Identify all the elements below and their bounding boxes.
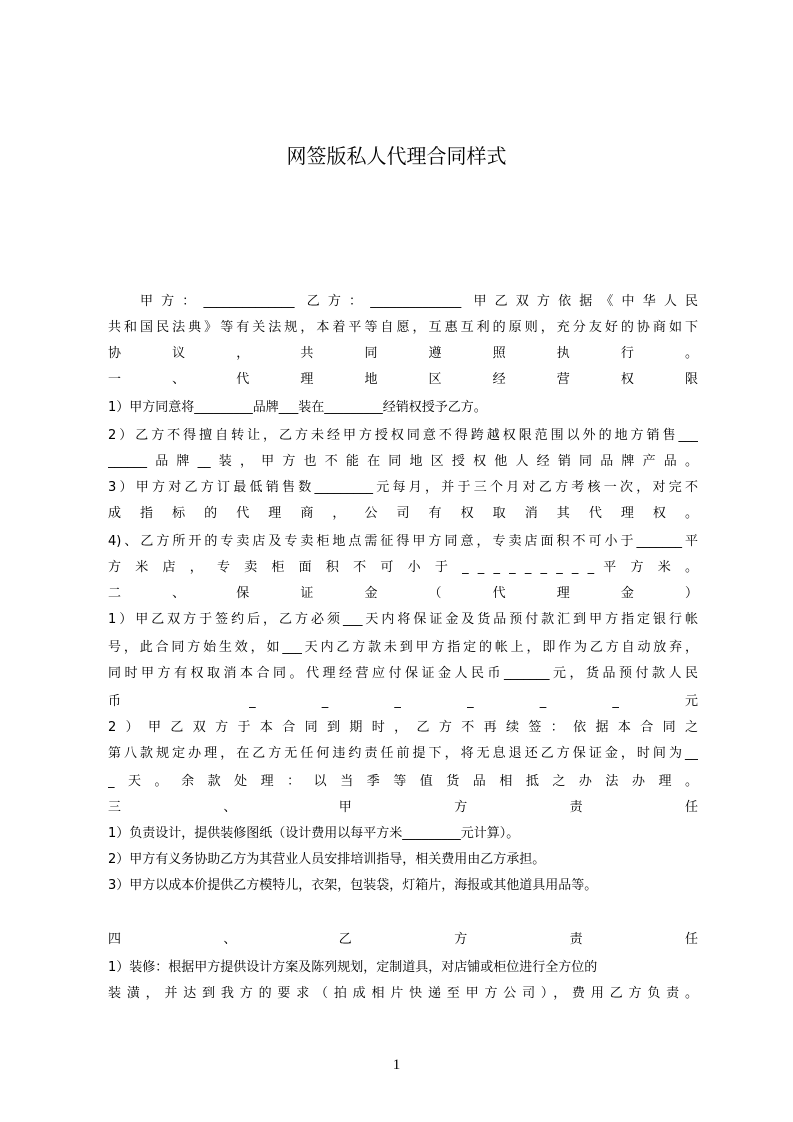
clause-line: 2）甲方有义务协助乙方为其营业人员安排培训指导，相关费用由乙方承担。 [108,852,546,867]
clause-line: _天。余款处理：以当季等值货品相抵之办法办理。 [108,774,698,789]
clause-line: 币 _ _ _ _ _ _ 元 [108,694,698,709]
clause-line: 装潢，并达到我方的要求（拍成相片快递至甲方公司），费用乙方负责。 [108,986,698,1001]
clause-line: 成 指 标 的 代 理 商 ， 公 司 有 权 取 消 其 代 理 权 。 [108,506,698,521]
page-number: 1 [392,1057,401,1073]
clause-line: 3）甲方对乙方订最低销售数_________元每月，并于三个月对乙方考核一次，对完不 [108,480,698,495]
clause-line: ______品牌__装，甲方也不能在同地区授权他人经销同品牌产品。 [108,454,698,469]
clause-line: 4)、乙方所开的专卖店及专卖柜地点需征得甲方同意，专卖店面积不可小于_______平 [108,534,698,549]
clause-line: 2）乙方不得擅自转让，乙方未经甲方授权同意不得跨越权限范围以外的地方销售___ [108,428,698,443]
section-heading-1: 一 、 代 理 地 区 经 营 权 限 [108,372,698,387]
clause-line: 第八款规定办理，在乙方无任何违约责任前提下，将无息退还乙方保证金，时间为__ [108,746,698,761]
section-heading-4: 四 、 乙 方 责 任 [108,932,698,947]
clause-line: 号，此合同方始生效，如___天内乙方款未到甲方指定的帐上，即作为乙方自动放弃， [108,640,698,655]
clause-line: 1）负责设计，提供装修图纸（设计费用以每平方米_________元计算）。 [108,826,520,841]
section-heading-3: 三 、 甲 方 责 任 [108,800,698,815]
clause-line: 1）装修：根据甲方提供设计方案及陈列规划，定制道具，对店铺或柜位进行全方位的 [108,960,598,975]
clause-line: 3）甲方以成本价提供乙方模特儿，衣架，包装袋，灯箱片，海报或其他道具用品等。 [108,878,598,893]
paragraph-line: 协 议 ， 共 同 遵 照 执 行 。 [108,346,698,361]
paragraph-line: 共和国民法典》等有关法规，本着平等自愿，互惠互利的原则，充分友好的协商如下 [108,320,698,335]
clause-line: 2）甲乙双方于本合同到期时，乙方不再续签：依据本合同之 [108,720,698,735]
clause-line: 1）甲乙双方于签约后，乙方必须___天内将保证金及货品预付款汇到甲方指定银行帐 [108,612,698,627]
clause-line: 方 米 店 ， 专 卖 柜 面 积 不 可 小 于 _ _ _ _ _ _ _ _ _ 平 方 米 。 [108,560,698,575]
clause-line: 同时甲方有权取消本合同。代理经营应付保证金人民币_______元，货品预付款人民 [108,666,698,681]
document-title: 网签版私人代理合同样式 [286,144,507,168]
party-line: 甲方：______________ 乙方：______________ 甲乙双方依据《中华人民 [140,294,698,309]
clause-line: 1）甲方同意将_________品牌___装在_________经销权授予乙方。 [108,400,487,415]
section-heading-2: 二 、 保 证 金 （ 代 理 金 ） [108,586,698,601]
